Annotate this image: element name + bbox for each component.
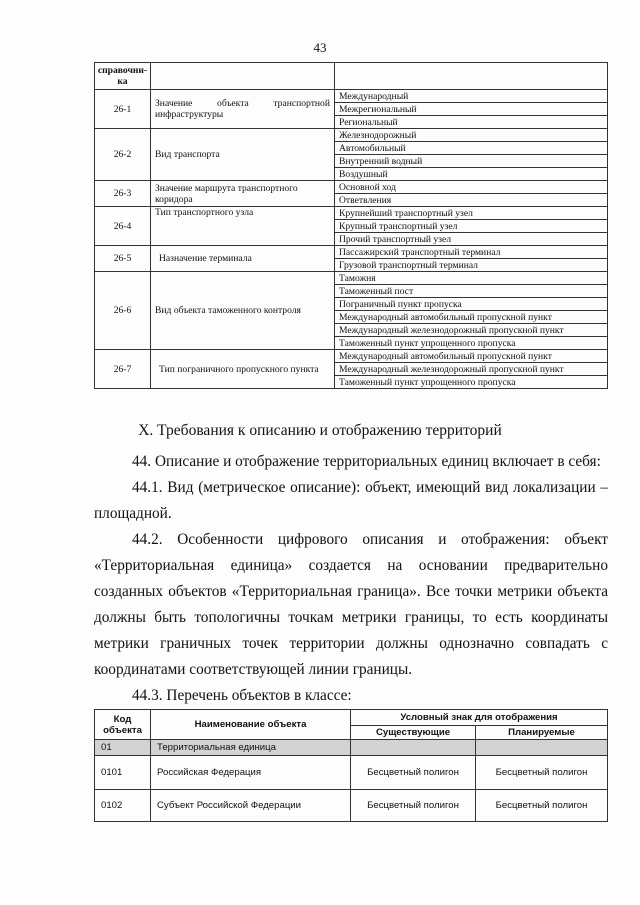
column-header-name: Наименование объекта bbox=[151, 710, 351, 740]
cell-code: 0101 bbox=[95, 756, 151, 790]
page-number: 43 bbox=[313, 40, 327, 55]
cell-name: Субъект Российской Федерации bbox=[151, 790, 351, 822]
cell-existing: Бесцветный полигон bbox=[351, 756, 476, 790]
group-code: 26-6 bbox=[95, 272, 151, 350]
cell-planned: Бесцветный полигон bbox=[476, 756, 608, 790]
cell-existing bbox=[351, 740, 476, 756]
table-row bbox=[95, 756, 608, 790]
group-value: Международный автомобильный пропускной пункт bbox=[335, 350, 608, 363]
group-value: Автомобильный bbox=[335, 142, 608, 155]
paragraph-44-1: 44.1. Вид (метрическое описание): объект, имеющий вид локализации – площадной. bbox=[94, 479, 608, 522]
group-value: Крупный транспортный узел bbox=[335, 220, 608, 233]
paragraph-44-2: 44.2. Особенности цифрового описания и отображения: объект «Территориальная единица» создается на основании предварительно созданных объектов «Территориальная граница». Все точки метрики объекта должны быть топологичны точкам метрики границы, то есть координаты метрики граничных точек территории должны однозначно совпадать с координатами соответствующей линии границы. bbox=[94, 531, 608, 678]
group-value: Железнодорожный bbox=[335, 129, 608, 142]
group-name: Вид транспорта bbox=[151, 129, 335, 181]
group-value: Таможенный пункт упрощенного пропуска bbox=[335, 337, 608, 350]
group-value: Таможенный пост bbox=[335, 285, 608, 298]
group-code: 26-7 bbox=[95, 350, 151, 389]
cell-planned bbox=[476, 740, 608, 756]
group-name: Тип пограничного пропускного пункта bbox=[151, 350, 335, 389]
paragraph-44-3: 44.3. Перечень объектов в классе: bbox=[132, 687, 352, 704]
cell-code: 01 bbox=[95, 740, 151, 756]
group-value: Межрегиональный bbox=[335, 103, 608, 116]
group-value: Международный железнодорожный пропускной пункт bbox=[335, 363, 608, 376]
group-name: Значение маршрута транспортного коридора bbox=[151, 181, 335, 207]
group-value: Внутренний водный bbox=[335, 155, 608, 168]
group-value: Пассажирский транспортный терминал bbox=[335, 246, 608, 259]
group-value: Международный автомобильный пропускной пункт bbox=[335, 311, 608, 324]
group-code: 26-2 bbox=[95, 129, 151, 181]
group-value: Международный железнодорожный пропускной пункт bbox=[335, 324, 608, 337]
group-value: Основной ход bbox=[335, 181, 608, 194]
table-row bbox=[95, 63, 608, 90]
group-value: Грузовой транспортный терминал bbox=[335, 259, 608, 272]
section-title: X. Требования к описанию и отображению территорий bbox=[138, 422, 502, 439]
cell-name: Территориальная единица bbox=[151, 740, 351, 756]
group-value: Ответвления bbox=[335, 194, 608, 207]
column-header-existing: Существующие bbox=[351, 726, 476, 740]
column-header-sign: Условный знак для отображения bbox=[351, 710, 608, 726]
group-value: Пограничный пункт пропуска bbox=[335, 298, 608, 311]
group-code: 26-1 bbox=[95, 90, 151, 129]
group-name: Тип транспортного узла bbox=[151, 207, 335, 246]
table-row bbox=[95, 740, 608, 756]
group-name: Назначение терминала bbox=[151, 246, 335, 272]
group-code: 26-5 bbox=[95, 246, 151, 272]
cell-existing: Бесцветный полигон bbox=[351, 790, 476, 822]
cell-code: 0102 bbox=[95, 790, 151, 822]
group-value: Региональный bbox=[335, 116, 608, 129]
group-name: Значение объекта транспортной инфраструктуры bbox=[151, 90, 335, 129]
column-header-code: справочни-ка bbox=[95, 63, 151, 90]
column-header-code: Код объекта bbox=[95, 710, 151, 740]
group-value: Крупнейший транспортный узел bbox=[335, 207, 608, 220]
table-row bbox=[95, 246, 608, 259]
table-row bbox=[95, 129, 608, 142]
table-row bbox=[95, 181, 608, 194]
group-code: 26-3 bbox=[95, 181, 151, 207]
group-value: Таможня bbox=[335, 272, 608, 285]
group-name: Вид объекта таможенного контроля bbox=[151, 272, 335, 350]
table-row bbox=[95, 350, 608, 363]
table-row bbox=[95, 790, 608, 822]
paragraph-44: 44. Описание и отображение территориальных единиц включает в себя: bbox=[132, 453, 601, 470]
group-value: Прочий транспортный узел bbox=[335, 233, 608, 246]
group-value: Таможенный пункт упрощенного пропуска bbox=[335, 376, 608, 389]
cell-name: Российская Федерация bbox=[151, 756, 351, 790]
table-header-row bbox=[95, 710, 608, 726]
cell-planned: Бесцветный полигон bbox=[476, 790, 608, 822]
table-row bbox=[95, 207, 608, 220]
group-value: Международный bbox=[335, 90, 608, 103]
table-row bbox=[95, 90, 608, 103]
objects-table bbox=[94, 709, 608, 822]
group-value: Воздушный bbox=[335, 168, 608, 181]
group-code: 26-4 bbox=[95, 207, 151, 246]
column-header-planned: Планируемые bbox=[476, 726, 608, 740]
reference-table bbox=[94, 62, 608, 389]
table-row bbox=[95, 272, 608, 285]
